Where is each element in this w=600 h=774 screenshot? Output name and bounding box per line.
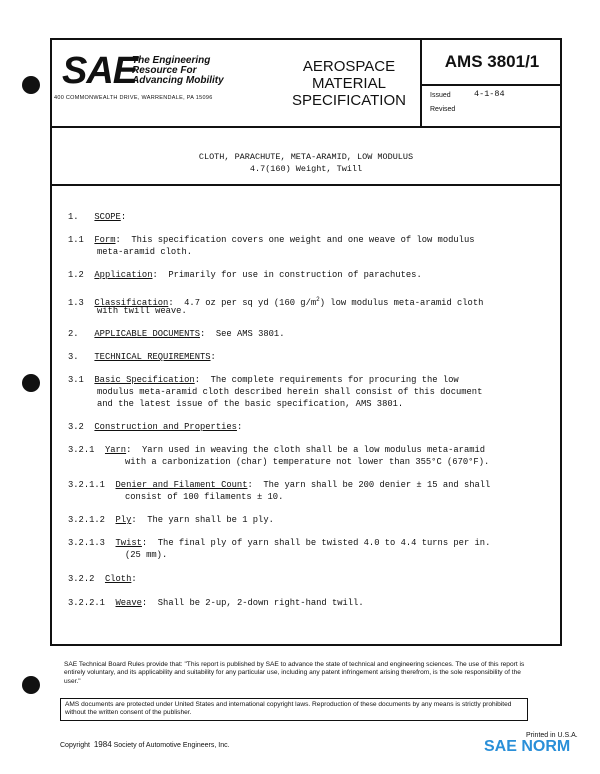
section-3-2-2-1: 3.2.2.1 Weave: Shall be 2-up, 2-down right-hand twill.	[68, 598, 364, 608]
copyright-year: 1984	[93, 740, 112, 749]
section-text: modulus meta-aramid cloth described herein shall consist of this document	[97, 387, 483, 397]
section-heading: APPLICABLE DOCUMENTS	[94, 329, 200, 339]
section-text: and the latest issue of the basic specification, AMS 3801.	[97, 399, 404, 409]
section-text: Yarn used in weaving the cloth shall be a low modulus meta-aramid	[141, 445, 486, 455]
section-1-3: 1.3 Classification: 4.7 oz per sq yd (160 $g/m^2$) low modulus meta-aramid cloth	[68, 296, 484, 308]
section-text: Shall be 2-up, 2-down right-hand twill.	[157, 598, 364, 608]
section-number: 3.2.1	[68, 445, 95, 455]
section-3-2: 3.2 Construction and Properties:	[68, 422, 243, 432]
section-number: 1.1	[68, 235, 84, 245]
section-number: 2.	[68, 329, 79, 339]
copyright-label: Copyright	[60, 742, 90, 749]
section-2: 2. APPLICABLE DOCUMENTS: See AMS 3801.	[68, 329, 285, 339]
document-type-title	[284, 58, 414, 109]
section-text: The yarn shall be 200 denier ± 15 and shall	[263, 480, 491, 490]
copyright-notice-box: AMS documents are protected under United States and international copyright laws. Reproduction of these documents by any means is strictly prohibited without the written consent of the publisher.	[60, 698, 528, 721]
document-title: CLOTH, PARACHUTE, META-ARAMID, LOW MODULUS	[198, 152, 414, 162]
section-heading: Form	[94, 235, 116, 245]
issued-date: 4-1-84	[474, 89, 505, 99]
spec-number-box	[420, 40, 562, 126]
printed-in: Printed in U.S.A.	[526, 732, 578, 739]
section-number: 3.2.2.1	[68, 598, 105, 608]
section-text: Primarily for use in construction of parachutes.	[168, 270, 422, 280]
board-rules-notice: SAE Technical Board Rules provide that: "This report is published by SAE to advance the state of technical and engineering sciences. The use of this report is entirely voluntary, and its applicability and suitability for any particular use, including any patent infringement arising therefrom, is the sole responsibility of the user."	[64, 661, 525, 685]
section-3-2-1-2: 3.2.1.2 Ply: The yarn shall be 1 ply.	[68, 515, 274, 525]
section-text: See AMS 3801.	[215, 329, 285, 339]
section-text: ) low modulus meta-aramid cloth	[319, 297, 484, 308]
section-number: 1.3	[68, 297, 84, 308]
section-1-1: 1.1 Form: This specification covers one weight and one weave of low modulus	[68, 235, 475, 245]
section-heading: Classification	[94, 297, 169, 308]
section-number: 1.	[68, 212, 79, 222]
section-heading: Denier and Filament Count	[115, 480, 248, 490]
section-number: 3.2.1.1	[68, 480, 105, 490]
tagline-line: Advancing Mobility	[132, 75, 224, 86]
section-text: consist of 100 filaments ± 10.	[125, 492, 284, 502]
section-number: 3.2.1.3	[68, 538, 105, 548]
section-3-2-2: 3.2.2 Cloth:	[68, 574, 137, 584]
section-3-2-1: 3.2.1 Yarn: Yarn used in weaving the cloth shall be a low modulus meta-aramid	[68, 445, 486, 455]
section-1: 1. SCOPE:	[68, 212, 127, 222]
binder-hole	[22, 76, 40, 94]
section-heading: SCOPE	[94, 212, 121, 222]
issued-label: Issued	[430, 92, 451, 99]
copyright-org: Society of Automotive Engineers, Inc.	[113, 742, 230, 749]
document-title-box	[52, 126, 560, 186]
section-text: This specification covers one weight and one weave of low modulus	[131, 235, 475, 245]
section-3-2-1-3: 3.2.1.3 Twist: The final ply of yarn shall be twisted 4.0 to 4.4 turns per in.	[68, 538, 491, 548]
copyright-line	[60, 740, 230, 749]
title-line: AEROSPACE	[302, 58, 396, 75]
section-heading: Basic Specification	[94, 375, 195, 385]
title-line: SPECIFICATION	[292, 92, 406, 109]
section-heading: Twist	[115, 538, 142, 548]
section-heading: Application	[94, 270, 153, 280]
section-text: The final ply of yarn shall be twisted 4.0 to 4.4 turns per in.	[157, 538, 491, 548]
sae-tagline	[132, 56, 224, 86]
address: 400 COMMONWEALTH DRIVE, WARRENDALE, PA 15096	[54, 95, 213, 101]
section-number: 1.2	[68, 270, 84, 280]
section-text: The yarn shall be 1 ply.	[147, 515, 274, 525]
binder-hole	[22, 676, 40, 694]
superscript: 2	[316, 296, 320, 303]
section-1-2: 1.2 Application: Primarily for use in construction of parachutes.	[68, 270, 422, 280]
section-heading: Weave	[115, 598, 142, 608]
section-number: 3.2.2	[68, 574, 95, 584]
section-heading: Yarn	[104, 445, 127, 455]
section-number: 3.1	[68, 375, 84, 385]
section-text: with twill weave.	[97, 306, 187, 316]
section-3-1: 3.1 Basic Specification: The complete requirements for procuring the low	[68, 375, 459, 385]
header	[52, 40, 560, 128]
section-text: 4.7 oz per sq yd (160 g/m	[184, 297, 317, 308]
tagline-line: The Engineering	[132, 55, 211, 66]
section-heading: TECHNICAL REQUIREMENTS	[94, 352, 211, 362]
tagline-line: Resource For	[132, 65, 197, 76]
section-heading: Cloth	[104, 574, 132, 584]
section-number: 3.	[68, 352, 79, 362]
section-text: with a carbonization (char) temperature not lower than 355°C (670°F).	[125, 457, 490, 467]
section-number: 3.2.1.2	[68, 515, 105, 525]
section-3: 3. TECHNICAL REQUIREMENTS:	[68, 352, 216, 362]
sae-logo-mark: SAE	[62, 50, 138, 92]
section-3-2-1-1: 3.2.1.1 Denier and Filament Count: The yarn shall be 200 denier ± 15 and shall	[68, 480, 491, 490]
document-subtitle: 4.7(160) Weight, Twill	[249, 164, 363, 174]
watermark-logo: SAE NORM	[484, 738, 571, 755]
section-heading: Ply	[115, 515, 132, 525]
section-heading: Construction and Properties	[94, 422, 237, 432]
spec-number: AMS 3801/1	[422, 40, 562, 86]
section-text: The complete requirements for procuring the low	[210, 375, 459, 385]
section-text: (25 mm).	[125, 550, 168, 560]
revised-label: Revised	[430, 106, 456, 113]
section-text: meta-aramid cloth.	[97, 247, 193, 257]
section-number: 3.2	[68, 422, 84, 432]
sae-logo	[62, 52, 137, 90]
binder-hole	[22, 374, 40, 392]
title-line: MATERIAL	[312, 75, 386, 92]
